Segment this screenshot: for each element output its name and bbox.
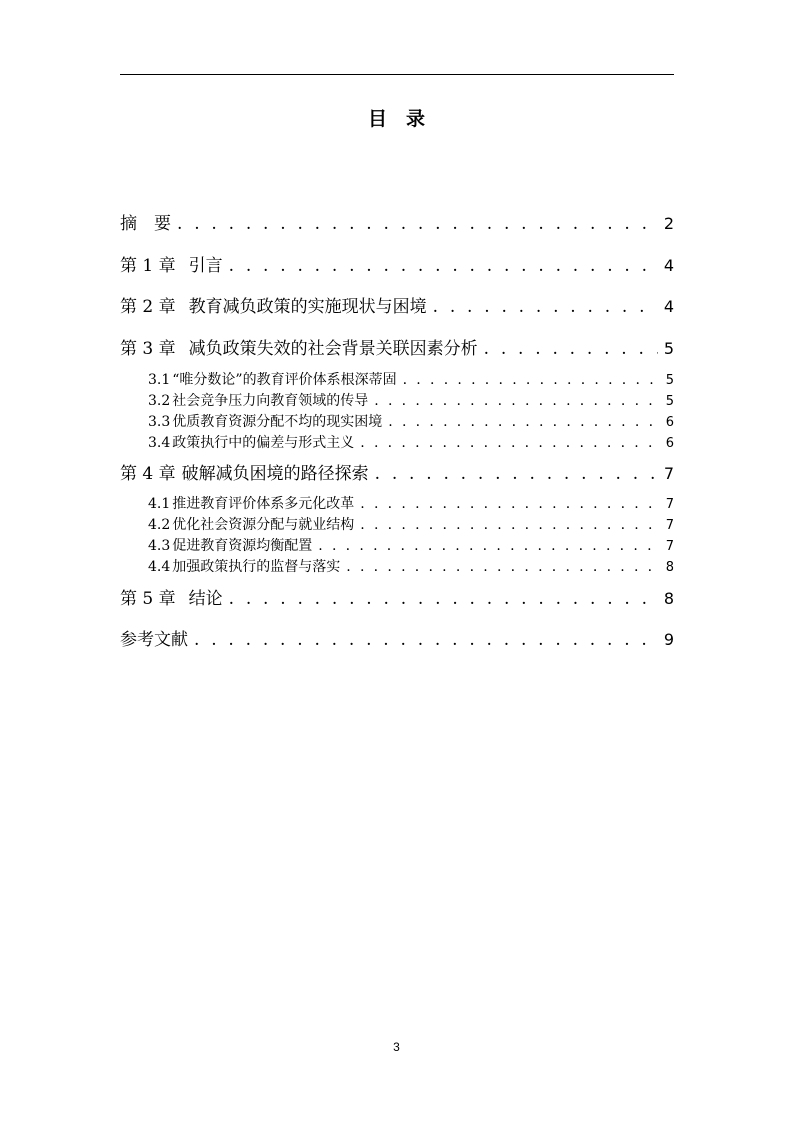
toc-entry-label: 推进教育评价体系多元化改革 [172,496,355,512]
toc-entry-page: 2 [663,214,674,233]
toc-entry-number: 第 2 章 [120,297,176,317]
toc-entry-label: 参考文献 [120,630,188,650]
toc-entry-page: 8 [665,560,674,575]
toc-entry-number: 3.1 [148,372,171,388]
toc-entry-page: 6 [665,436,674,451]
toc-entry-page: 6 [665,415,674,430]
toc-entry-number: 第 4 章 [120,464,176,484]
toc-entry-section-4-4[interactable] [120,557,674,577]
toc-entry-number: 4.1 [148,496,171,512]
toc-entry-number: 第 3 章 [120,339,176,359]
toc-entry-number: 4.3 [148,538,171,554]
toc-entry-label: 社会竞争压力向教育领域的传导 [172,393,369,409]
toc-entry-page: 4 [663,256,674,275]
toc-title: 目 录 [367,108,425,130]
toc-entry-label: 优化社会资源分配与就业结构 [172,517,355,533]
dot-leader [229,254,658,278]
table-of-contents [120,0,674,1122]
toc-entry-label: “唯分数论”的教育评价体系根深蒂固 [172,372,397,388]
toc-entry-label: 促进教育资源均衡配置 [172,538,313,554]
toc-entry-section-4-3[interactable] [120,536,674,556]
toc-entry-page: 9 [663,630,674,649]
toc-entry-section-4-1[interactable] [120,494,674,514]
toc-entry-label: 教育减负政策的实施现状与困境 [188,297,427,317]
toc-entry-page: 7 [665,497,674,512]
dot-leader [360,494,659,514]
toc-entry-number: 第 1 章 [120,256,176,276]
toc-entry-label: 结论 [188,589,223,609]
toc-entry-number: 3.4 [148,435,171,451]
toc-entry-number: 3.2 [148,393,171,409]
toc-entry-references[interactable] [120,628,674,652]
toc-entry-label: 摘 要 [120,214,171,234]
toc-entry-chapter-3[interactable] [120,337,674,361]
dot-leader [318,536,659,556]
toc-entry-page: 7 [665,539,674,554]
toc-entry-chapter-1[interactable] [120,254,674,278]
toc-entry-section-3-4[interactable] [120,433,674,453]
dot-leader [403,370,660,390]
toc-entry-page: 5 [665,373,674,388]
toc-entry-section-3-3[interactable] [120,412,674,432]
dot-leader [194,628,658,652]
dot-leader [360,515,659,535]
dot-leader [177,212,658,236]
dot-leader [433,295,658,319]
dot-leader [229,587,658,611]
toc-entry-number: 3.3 [148,414,171,430]
dot-leader [360,433,659,453]
dot-leader [388,412,659,432]
toc-entry-label: 加强政策执行的监督与落实 [172,559,341,575]
toc-entry-section-4-2[interactable] [120,515,674,535]
toc-entry-number: 第 5 章 [120,589,176,609]
toc-entry-page: 7 [665,518,674,533]
toc-entry-section-3-1[interactable] [120,370,674,390]
toc-entry-page: 4 [663,297,674,316]
toc-entry-label: 政策执行中的偏差与形式主义 [172,435,355,451]
dot-leader [375,462,658,486]
toc-entry-chapter-2[interactable] [120,295,674,319]
toc-entry-chapter-5[interactable] [120,587,674,611]
toc-entry-page: 5 [663,339,674,358]
toc-entry-section-3-2[interactable] [120,391,674,411]
dot-leader [484,337,658,361]
toc-entry-label: 优质教育资源分配不均的现实困境 [172,414,383,430]
toc-entry-label: 破解减负困境的路径探索 [181,464,369,484]
page-number: 3 [393,1040,400,1054]
toc-entry-page: 5 [665,394,674,409]
toc-entry-label: 引言 [188,256,223,276]
toc-entry-chapter-4[interactable] [120,462,674,486]
toc-entry-label: 减负政策失效的社会背景关联因素分析 [188,339,478,359]
toc-entry-number: 4.4 [148,559,171,575]
toc-entry-page: 7 [663,464,674,483]
dot-leader [346,557,659,577]
toc-entry-abstract[interactable] [120,212,674,236]
dot-leader [374,391,659,411]
toc-entry-page: 8 [663,589,674,608]
toc-entry-number: 4.2 [148,517,171,533]
